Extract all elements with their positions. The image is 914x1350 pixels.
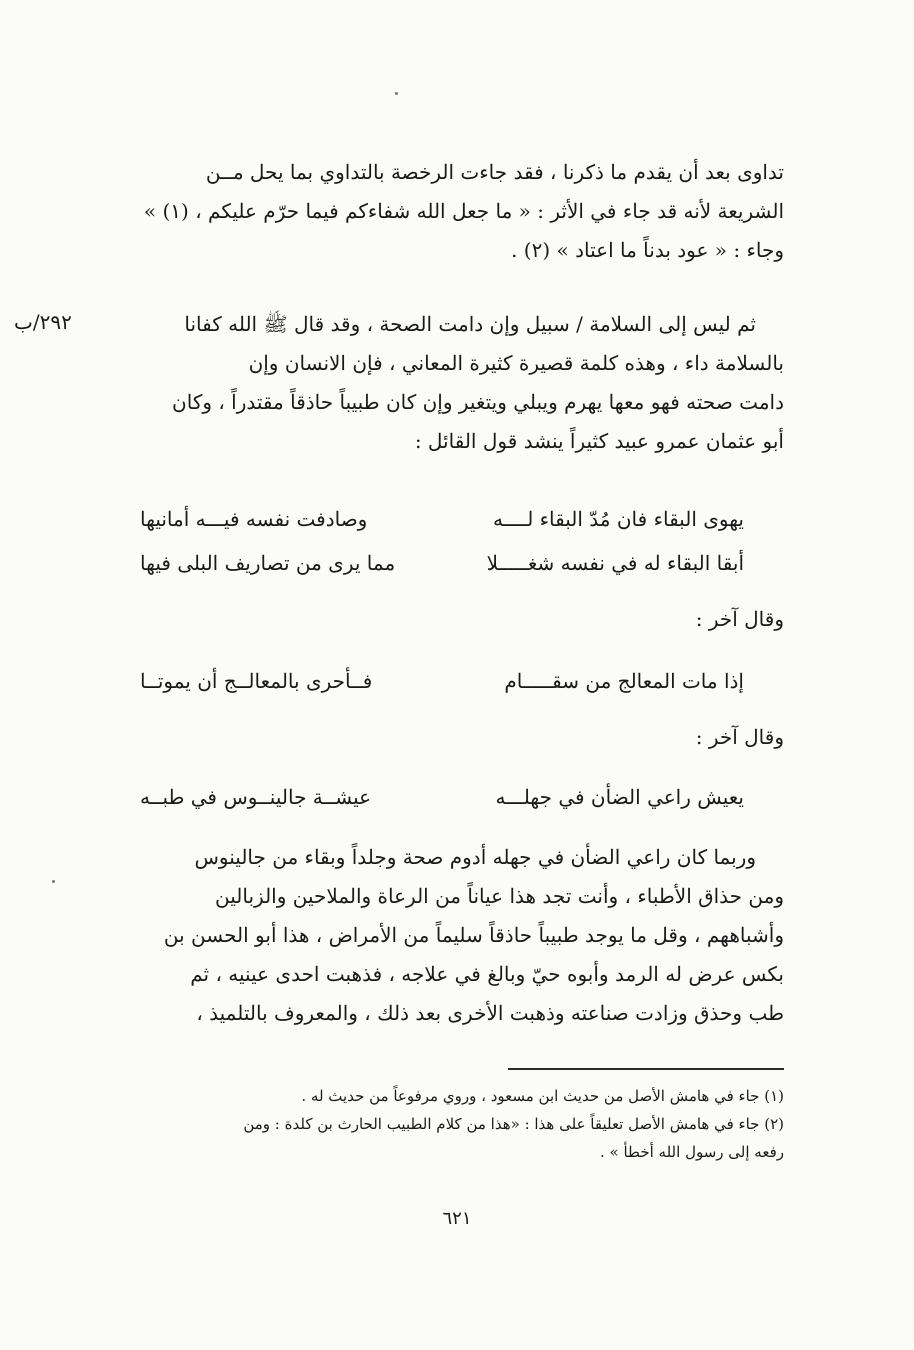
verse-first-hemistich: أبقا البقاء له في نفسه شغـــــلا — [486, 551, 744, 575]
page-number: ٦٢١ — [442, 1208, 472, 1229]
footnote-1: (١) جاء في هامش الأصل من حديث ابن مسعود ، وروي مرفوعاً من حديث له . — [301, 1087, 784, 1105]
verse-first-hemistich: إذا مات المعالج من سقـــــام — [504, 669, 744, 693]
text-line: وأشباههم ، وقل ما يوجد طبيباً حاذقاً سليماً من الأمراض ، هذا أبو الحسن بن — [163, 923, 784, 947]
verse-line — [140, 546, 744, 580]
verse-line — [140, 780, 744, 814]
text-line: ثم ليس إلى السلامة / سبيل وإن دامت الصحة ، وقد قال ﷺ الله كفانا — [184, 312, 756, 336]
quote-intro: وقال آخر : — [695, 607, 784, 631]
quote-intro: وقال آخر : — [695, 725, 784, 749]
text-line: طب وحذق وزادت صناعته وذهبت الأخرى بعد ذلك ، والمعروف بالتلميذ ، — [196, 1001, 784, 1025]
footnote-2: (٢) جاء في هامش الأصل تعليقاً على هذا : «هذا من كلام الطبيب الحارث بن كلدة : ومن — [243, 1115, 784, 1133]
text-line: وجاء : « عود بدناً ما اعتاد » (٢) . — [511, 238, 784, 262]
verse-line — [140, 502, 744, 536]
footnote-2-continued: رفعه إلى رسول الله أخطأ » . — [599, 1143, 784, 1161]
verse-second-hemistich: وصادفت نفسه فيـــه أمانيها — [140, 507, 368, 531]
verse-first-hemistich: يهوى البقاء فان مُدّ البقاء لــــه — [493, 507, 744, 531]
text-line: أبو عثمان عمرو عبيد كثيراً ينشد قول القائل : — [414, 429, 784, 453]
text-line: الشريعة لأنه قد جاء في الأثر : « ما جعل الله شفاءكم فيما حرّم عليكم ، (١) » — [143, 199, 784, 223]
speck — [395, 92, 398, 95]
verse-first-hemistich: يعيش راعي الضأن في جهلـــه — [495, 785, 744, 809]
verse-second-hemistich: عيشــة جالينــوس في طبــه — [140, 785, 372, 809]
text-line: تداوى بعد أن يقدم ما ذكرنا ، فقد جاءت الرخصة بالتداوي بما يحل مــن — [205, 160, 784, 184]
verse-second-hemistich: فــأحرى بالمعالــج أن يموتــا — [140, 669, 373, 693]
footnotes — [112, 1082, 784, 1166]
paragraph-1 — [112, 153, 784, 270]
footnote-separator — [508, 1068, 784, 1070]
text-line: بكس عرض له الرمد وأبوه حيّ وبالغ في علاجه ، فذهبت احدى عينيه ، ثم — [190, 962, 784, 986]
text-line: ومن حذاق الأطباء ، وأنت تجد هذا عياناً من الرعاة والملاحين والزبالين — [215, 884, 784, 908]
text-line: دامت صحته فهو معها يهرم ويبلي ويتغير وإن كان طبيباً حاذقاً مقتدراً ، وكان — [172, 390, 784, 414]
paragraph-2 — [112, 305, 784, 461]
paragraph-3 — [112, 838, 784, 1033]
speck — [52, 880, 55, 883]
margin-folio-note: ٢٩٢/ب — [14, 310, 72, 334]
text-line: وربما كان راعي الضأن في جهله أدوم صحة وجلداً وبقاء من جالينوس — [194, 845, 756, 869]
verse-line — [140, 664, 744, 698]
verse-second-hemistich: مما يرى من تصاريف البلى فيها — [140, 551, 396, 575]
text-line: بالسلامة داء ، وهذه كلمة قصيرة كثيرة المعاني ، فإن الانسان وإن — [248, 351, 784, 375]
